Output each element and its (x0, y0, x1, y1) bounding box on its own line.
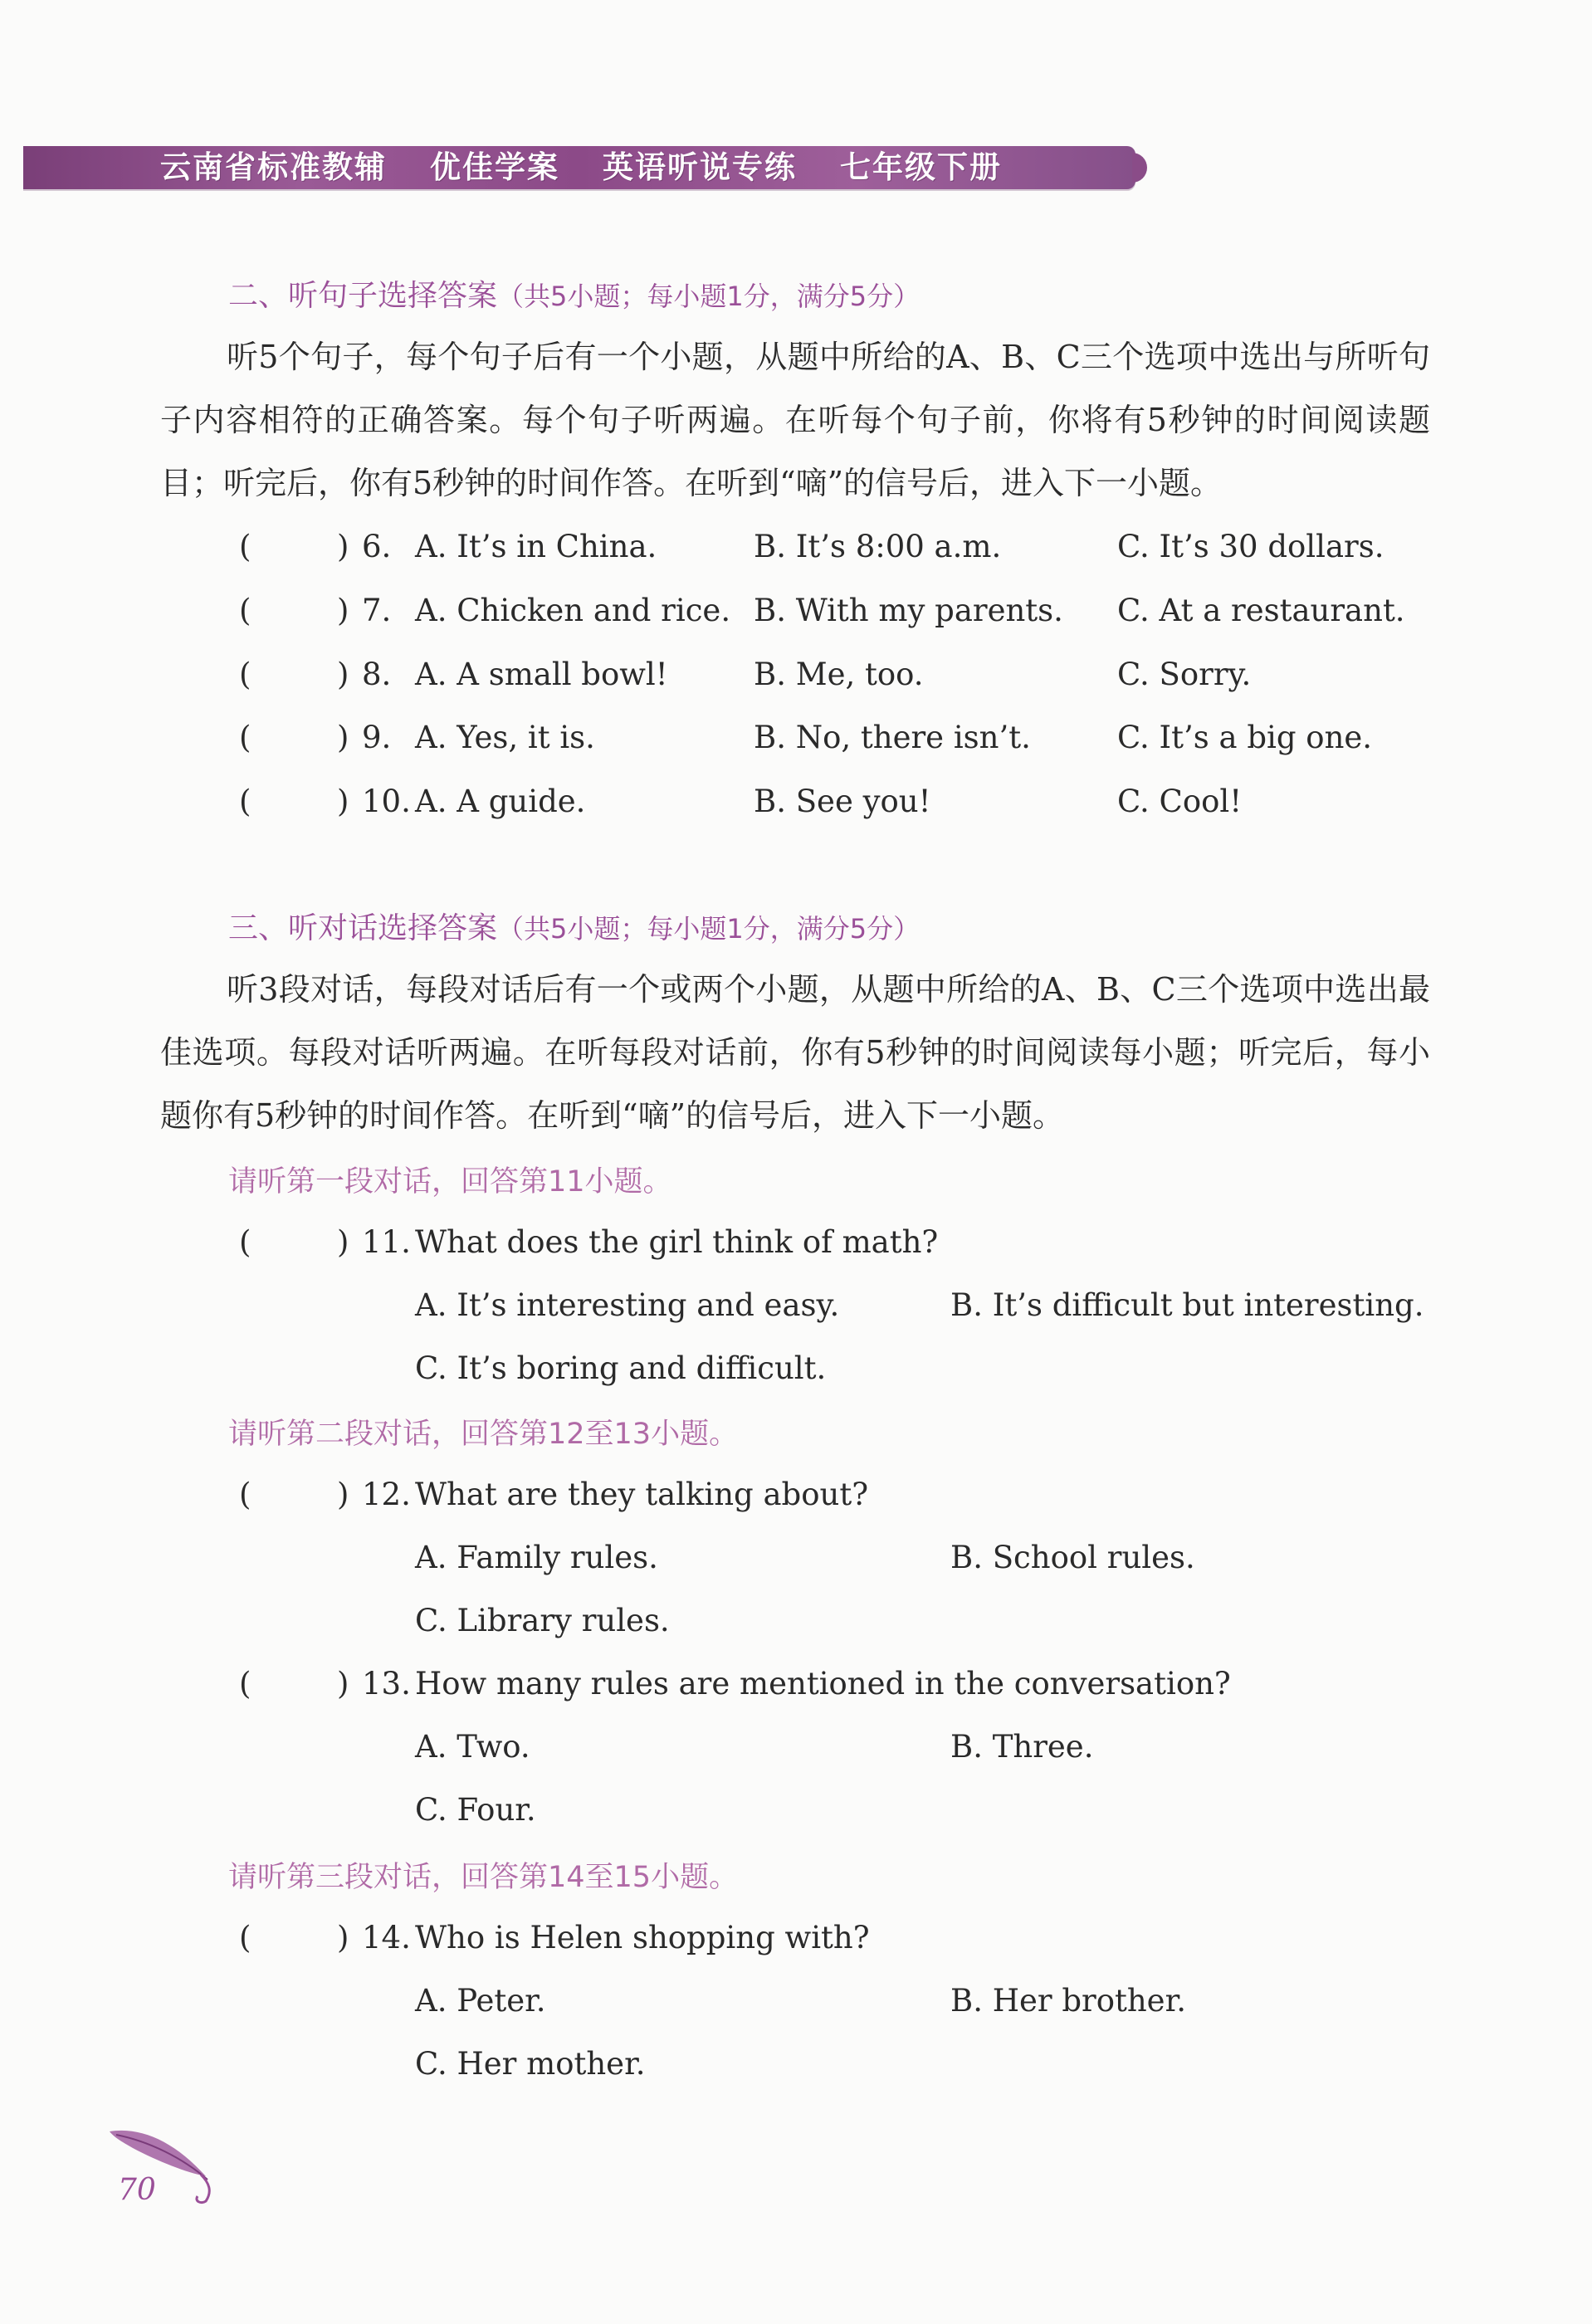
subject-name: 英语听说专练 (603, 149, 797, 185)
q12-option-c: C. Library rules. (415, 1603, 670, 1638)
q11-option-c: C. It’s boring and difficult. (415, 1350, 827, 1386)
option-a: A. Yes, it is. (415, 720, 595, 755)
answer-bracket-left: ( (239, 1224, 251, 1260)
answer-bracket-left: ( (239, 593, 251, 628)
option-b: B. No, there isn’t. (754, 720, 1031, 755)
option-c: C. Cool! (1117, 784, 1243, 819)
answer-bracket-right: ) (337, 657, 349, 692)
q11-option-a: A. It’s interesting and easy. (415, 1287, 840, 1323)
answer-bracket-right: ) (337, 1224, 349, 1260)
answer-bracket-right: ) (337, 1477, 349, 1512)
answer-bracket-right: ) (337, 720, 349, 755)
section3-note: （共5小题；每小题1分，满分5分） (497, 913, 921, 945)
dialogue-prompt-1: 请听第一段对话，回答第11小题。 (228, 1165, 672, 1199)
option-b: B. Me, too. (754, 657, 924, 692)
q12-option-b: B. School rules. (950, 1540, 1195, 1575)
q13-option-a: A. Two. (415, 1729, 530, 1765)
question-text: How many rules are mentioned in the conversation? (415, 1666, 1231, 1702)
header-title (160, 146, 1045, 189)
question-number: 7. (362, 593, 392, 628)
question-number: 12. (362, 1477, 411, 1512)
answer-bracket-left: ( (239, 1477, 251, 1512)
answer-bracket-right: ) (337, 1920, 349, 1955)
section3-heading (228, 905, 920, 947)
question-text: Who is Helen shopping with? (415, 1920, 870, 1955)
option-a: A. It’s in China. (415, 529, 657, 564)
section2-note: （共5小题；每小题1分，满分5分） (497, 281, 921, 312)
page-number: 70 (118, 2173, 156, 2207)
q12-option-a: A. Family rules. (415, 1540, 658, 1575)
section3-title: 三、听对话选择答案 (228, 911, 498, 945)
answer-bracket-left: ( (239, 1920, 251, 1955)
q14-option-a: A. Peter. (415, 1983, 546, 2019)
option-c: C. It’s a big one. (1117, 720, 1373, 755)
option-b: B. It’s 8:00 a.m. (754, 529, 1002, 564)
question-number: 10. (362, 784, 411, 819)
answer-bracket-left: ( (239, 784, 251, 819)
question-text: What does the girl think of math? (415, 1224, 939, 1260)
question-number: 14. (362, 1920, 411, 1955)
question-number: 9. (362, 720, 392, 755)
dialogue-prompt-2: 请听第二段对话，回答第12至13小题。 (228, 1418, 739, 1451)
question-number: 13. (362, 1666, 411, 1702)
section2-instructions: 听5个句子，每个句子后有一个小题，从题中所给的A、B、C三个选项中选出与所听句子内容相符的正确答案。每个句子听两遍。在听每个句子前，你将有5秒钟的时间阅读题目；听完后，你有5秒钟的时间作答。在听到“嘀”的信号后，进入下一小题。 (160, 339, 1430, 501)
grade-name: 七年级下册 (840, 149, 1002, 185)
question-number: 11. (362, 1224, 411, 1260)
option-a: A. Chicken and rice. (415, 593, 731, 628)
option-b: B. With my parents. (754, 593, 1063, 628)
section2-title: 二、听句子选择答案 (228, 279, 498, 313)
answer-bracket-left: ( (239, 657, 251, 692)
series-name: 云南省标准教辅 (160, 149, 387, 185)
answer-bracket-right: ) (337, 529, 349, 564)
q11-option-b: B. It’s difficult but interesting. (950, 1287, 1424, 1323)
answer-bracket-left: ( (239, 720, 251, 755)
answer-bracket-left: ( (239, 1666, 251, 1702)
answer-bracket-right: ) (337, 784, 349, 819)
option-a: A. A guide. (415, 784, 586, 819)
section3-instructions: 听3段对话，每段对话后有一个或两个小题，从题中所给的A、B、C三个选项中选出最佳选项。每段对话听两遍。在听每段对话前，你有5秒钟的时间阅读每小题；听完后，每小题你有5秒钟的时间作答。在听到“嘀”的信号后，进入下一小题。 (160, 971, 1430, 1134)
header-banner (23, 146, 1135, 189)
question-number: 6. (362, 529, 392, 564)
option-c: C. Sorry. (1117, 657, 1252, 692)
option-c: C. It’s 30 dollars. (1117, 529, 1384, 564)
book-name: 优佳学案 (430, 149, 559, 185)
section2-heading (228, 272, 920, 315)
dialogue-prompt-3: 请听第三段对话，回答第14至15小题。 (228, 1861, 739, 1894)
answer-bracket-left: ( (239, 529, 251, 564)
option-a: A. A small bowl! (415, 657, 668, 692)
q13-option-b: B. Three. (950, 1729, 1094, 1765)
q14-option-c: C. Her mother. (415, 2046, 646, 2082)
option-c: C. At a restaurant. (1117, 593, 1405, 628)
q13-option-c: C. Four. (415, 1792, 536, 1828)
answer-bracket-right: ) (337, 593, 349, 628)
question-text: What are they talking about? (415, 1477, 869, 1512)
q14-option-b: B. Her brother. (950, 1983, 1186, 2019)
answer-bracket-right: ) (337, 1666, 349, 1702)
question-number: 8. (362, 657, 392, 692)
option-b: B. See you! (754, 784, 931, 819)
